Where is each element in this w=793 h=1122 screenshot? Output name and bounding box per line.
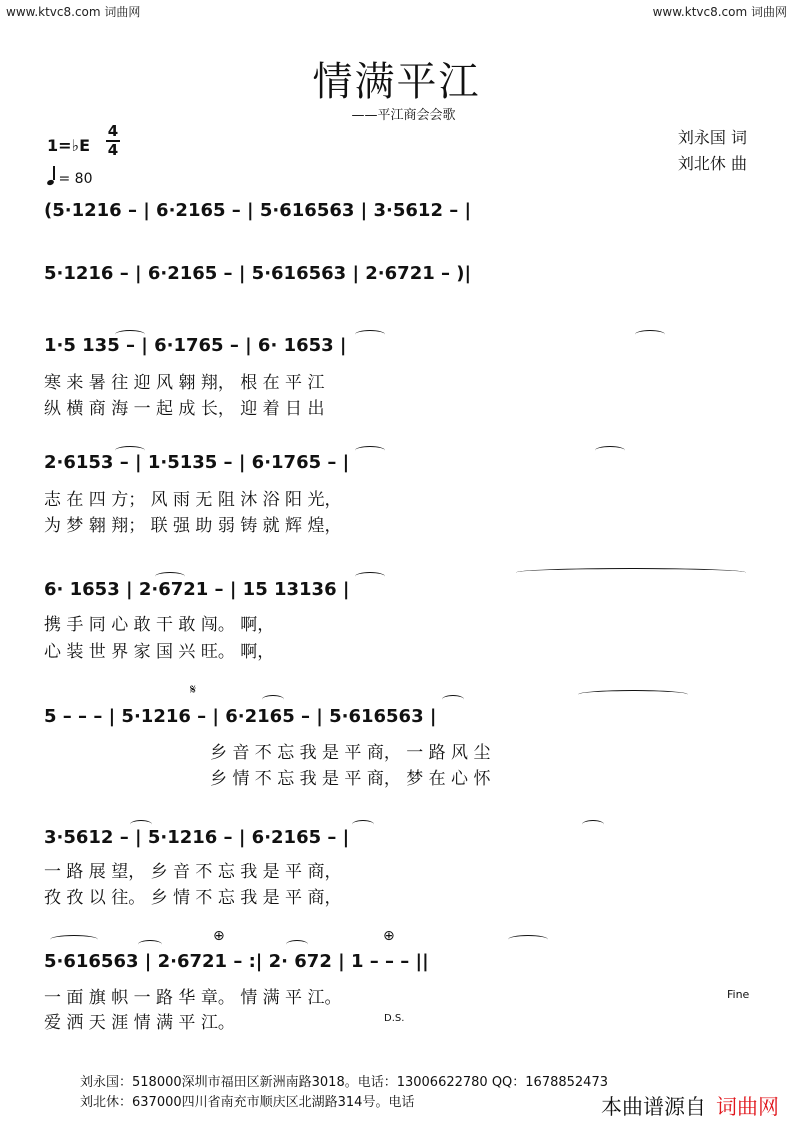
coda-sign-2: ⊕ (383, 928, 395, 944)
slur (582, 820, 604, 829)
slur (286, 940, 308, 949)
tie (516, 568, 746, 577)
coda-sign-1: ⊕ (213, 928, 225, 944)
system-6-lyric-2: 爱 洒 天 涯 情 满 平 江。 (44, 1013, 235, 1033)
source-watermark[interactable] (601, 1091, 779, 1121)
system-4-note-line: 5 – – – | 5·1216 – | 6·2165 – | 5·616563 | (44, 706, 437, 727)
system-1-notes (44, 335, 749, 365)
system-2-notes (44, 452, 749, 482)
fine-marking: Fine (727, 988, 750, 1001)
quarter-note-icon (46, 179, 54, 186)
site-url-right[interactable]: www.ktvc8.com 词曲网 (652, 5, 787, 19)
slur (442, 695, 464, 704)
site-url-left[interactable]: www.ktvc8.com 词曲网 (6, 5, 141, 19)
slur (262, 695, 284, 704)
lyricist-credit: 刘永国 词 (677, 128, 747, 147)
slur (115, 330, 145, 339)
slur (508, 935, 548, 944)
system-3-notes (44, 579, 749, 609)
tempo-marking (47, 169, 93, 187)
slur (355, 330, 385, 339)
contact-composer: 刘北休：637000四川省南充市顺庆区北湖路314号。电话 (80, 1095, 415, 1110)
system-2-note-line: 2·6153 – | 1·5135 – | 6·1765 – | (44, 452, 350, 473)
slur (352, 820, 374, 829)
intro-notes-2: 5·1216 – | 6·2165 – | 5·616563 | 2·6721 – )| (44, 263, 472, 284)
credits (678, 125, 747, 177)
system-2-lyric-2: 为 梦 翱 翔； 联 强 助 弱 铸 就 辉 煌， (44, 516, 342, 536)
slur (355, 446, 385, 455)
system-3-note-line: 6· 1653 | 2·6721 – | 15 13136 | (44, 579, 350, 600)
intro-row-2 (44, 263, 749, 293)
composer-credit: 刘北休 曲 (677, 154, 747, 173)
quarter-note-stem (53, 166, 55, 180)
time-signature-bottom: 4 (107, 141, 119, 159)
slur (578, 690, 688, 699)
intro-row-1 (44, 200, 749, 230)
slur (115, 446, 145, 455)
system-5-note-line: 3·5612 – | 5·1216 – | 6·2165 – | (44, 827, 350, 848)
watermark-text: 本曲谱源自 (601, 1095, 706, 1119)
slur (635, 330, 665, 339)
system-1-lyric-2: 纵 横 商 海 一 起 成 长， 迎 着 日 出 (44, 399, 325, 419)
system-5-notes (44, 827, 749, 857)
system-6-note-line: 5·616563 | 2·6721 – :| 2· 672 | 1 – – – || (44, 951, 429, 972)
intro-notes-1: (5·1216 – | 6·2165 – | 5·616563 | 3·5612 – | (44, 200, 472, 221)
tempo-value: = 80 (58, 171, 93, 187)
system-5-lyric-2: 孜 孜 以 往。 乡 情 不 忘 我 是 平 商， (44, 888, 342, 908)
song-title: 情满平江 (312, 59, 481, 105)
slur (50, 935, 98, 944)
system-4-notes (44, 706, 749, 736)
song-subtitle: ——平江商会会歌 (351, 108, 456, 123)
slur (355, 572, 385, 581)
ds-marking: D.S. (384, 1013, 405, 1024)
slur (595, 446, 625, 455)
time-signature-top: 4 (107, 122, 119, 140)
system-6-notes (44, 951, 749, 981)
system-6-lyric-1: 一 面 旗 帜 一 路 华 章。 情 满 平 江。 (44, 988, 342, 1008)
watermark-site: 词曲网 (716, 1095, 779, 1119)
system-5-lyric-1: 一 路 展 望， 乡 音 不 忘 我 是 平 商， (44, 862, 342, 882)
system-3-lyric-2: 心 装 世 界 家 国 兴 旺。 啊， (44, 642, 275, 662)
key-signature: 1=♭E (47, 136, 91, 155)
time-signature (106, 124, 120, 158)
contact-lyricist: 刘永国：518000深圳市福田区新洲南路3018。电话：13006622780 QQ：1678852473 (80, 1075, 608, 1090)
system-4-lyric-2: 乡 情 不 忘 我 是 平 商， 梦 在 心 怀 (210, 769, 491, 789)
slur (130, 820, 152, 829)
system-3-lyric-1: 携 手 同 心 敢 干 敢 闯。 啊， (44, 615, 275, 635)
slur (138, 940, 162, 949)
system-1-note-line: 1·5 135 – | 6·1765 – | 6· 1653 | (44, 335, 347, 356)
segno-sign: 𝄋 (190, 682, 197, 698)
system-4-lyric-1: 乡 音 不 忘 我 是 平 商， 一 路 风 尘 (210, 743, 491, 763)
slur (155, 572, 185, 581)
system-2-lyric-1: 志 在 四 方； 风 雨 无 阻 沐 浴 阳 光， (44, 490, 342, 510)
system-1-lyric-1: 寒 来 暑 往 迎 风 翱 翔， 根 在 平 江 (44, 373, 325, 393)
